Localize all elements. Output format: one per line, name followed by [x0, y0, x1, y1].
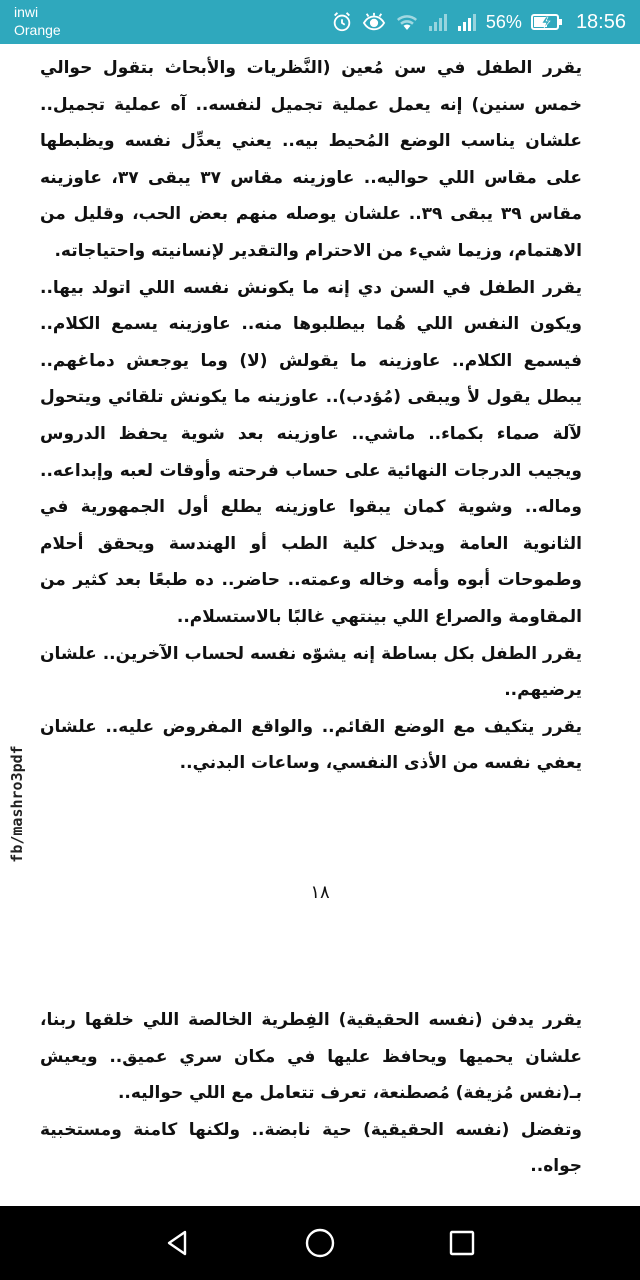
navigation-bar [0, 1206, 640, 1280]
back-triangle-icon [163, 1228, 193, 1258]
signal-icon [428, 12, 448, 32]
alarm-icon [331, 11, 353, 33]
watermark-text: fb/mashro3pdf [8, 745, 26, 863]
page-number: ١٨ [310, 882, 330, 903]
wifi-icon [395, 12, 419, 32]
page-body [40, 50, 582, 782]
paragraph: يقرر الطفل في السن دي إنه ما يكونش نفسه اللي اتولد بيها.. ويكون النفس اللي هُما بيطلبوها منه.. عاوزينه يسمع الكلام.. فيسمع الكلام.. عاوزينه ما يقولش (لا) وما يوجعش دماغهم.. يبطل يقول لأ ويبقى (مُؤدب).. عاوزينه ما يكونش تلقائي ويتحول لآلة صماء بكماء.. ماشي.. عاوزينه بعد شوية يحفظ الدروس ويجيب الدرجات النهائية على حساب فرحته وأوقات لعبه وإبداعه.. وماله.. وشوية كمان يبقوا عاوزينه يطلع أول الجمهورية في الثانوية العامة ويدخل كلية الطب أو الهندسة ويحقق أحلام وطموحات أبوه وأمه وخاله وعمته.. حاضر.. ده طبعًا بعد كثير من المقاومة والصراع اللي بينتهي غالبًا بالاستسلام.. [40, 277, 582, 627]
eye-icon [362, 11, 386, 33]
signal-icon [457, 12, 477, 32]
battery-charging-icon [531, 13, 563, 31]
paragraph: يقرر الطفل بكل بساطة إنه يشوّه نفسه لحساب الآخرين.. علشان يرضيهم.. [40, 643, 582, 701]
book-page-viewer[interactable] [0, 44, 640, 1206]
next-page-body [40, 1002, 582, 1185]
paragraph: يقرر الطفل في سن مُعين (النَّظريات والأبحاث بتقول حوالي خمس سنين) إنه يعمل عملية تجميل لنفسه.. آه عملية تجميل.. علشان يناسب الوضع المُحيط بيه.. يعني يعدِّل نفسه ويظبطها على مقاس اللي حواليه.. عاوزينه مقاس ٣٧ يبقى ٣٧، عاوزينه مقاس ٣٩ يبقى ٣٩.. علشان يوصله منهم بعض الحب، وقليل من الاهتمام، وزيما شيء من الاحترام والتقدير لإنسانيته واحتياجاته. [40, 58, 582, 261]
status-bar [0, 0, 640, 44]
paragraph: يقرر يدفن (نفسه الحقيقية) الفِطرية الخالصة اللي خلقها ربنا، علشان يحميها ويحافظ عليها في مكان سري عميق.. ويعيش بـ(نفس مُزيفة) مُصطنعة، تعرف تتعامل مع اللي حواليه.. [40, 1010, 582, 1104]
paragraph: وتفضل (نفسه الحقيقية) حية نابضة.. ولكنها كامنة ومستخبية جواه.. [40, 1119, 582, 1177]
battery-percent: 56% [485, 11, 522, 32]
back-button[interactable] [160, 1225, 196, 1261]
home-circle-icon [304, 1227, 336, 1259]
carrier-info [14, 3, 61, 39]
carrier-name-primary: inwi [14, 4, 39, 20]
paragraph: يقرر يتكيف مع الوضع القائم.. والواقع المفروض عليه.. علشان يعفي نفسه من الأذى النفسي، وساعات البدني.. [40, 716, 582, 774]
recent-square-icon [448, 1229, 476, 1257]
watermark [0, 724, 34, 884]
status-icons [331, 8, 626, 36]
recent-apps-button[interactable] [444, 1225, 480, 1261]
clock: 18:56 [575, 10, 626, 33]
carrier-name-secondary: Orange [14, 22, 61, 38]
home-button[interactable] [302, 1225, 338, 1261]
